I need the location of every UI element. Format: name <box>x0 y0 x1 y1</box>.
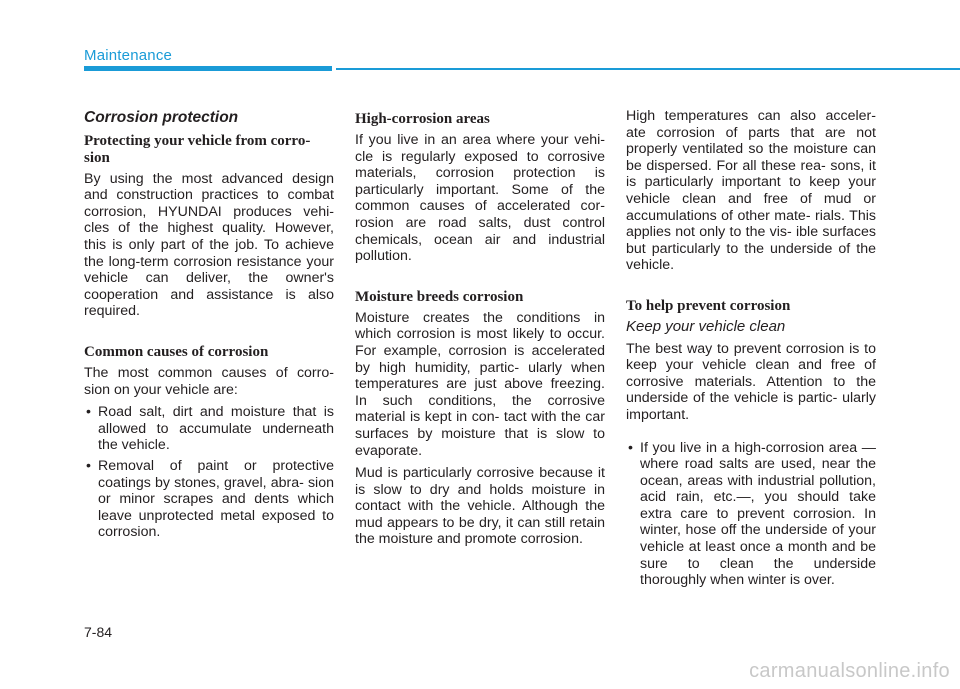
page-heading: Corrosion protection <box>84 109 239 126</box>
page-number: 7-84 <box>84 624 113 640</box>
header-rule-thin <box>336 68 960 70</box>
paragraph: The most common causes of corro- sion on your vehicle are: <box>84 364 334 398</box>
paragraph: The best way to prevent corrosion is to keep your vehicle clean and free of corrosive materials. Attention to the underside of the vehicle is partic- ularly important. <box>626 340 876 423</box>
paragraph: By using the most advanced design and construction practices to combat corrosion, HYUNDAI produces vehi- cles of the highest quality. However, this is only part of the job. To achieve the long-term corrosion resistance your vehicle can deliver, the owner's cooperation and assistance is also required. <box>84 170 334 320</box>
paragraph: If you live in an area where your vehi- cle is regularly exposed to corrosive materials, corrosion protection is particularly important. Some of the common causes of accelerated cor- rosion are road salts, dust control chemicals, ocean air and industrial pollution. <box>355 132 605 265</box>
bullet-icon: • <box>86 457 91 474</box>
list-item: • If you live in a high-corrosion area — where road salts are used, near the ocean, areas with industrial pollution, acid rain, etc.—, you should take extra care to prevent corrosion. In winter, hose off the underside of your vehicle at least once a month and be sure to clean the underside thoroughly when winter is over. <box>628 439 876 589</box>
causes-list <box>84 404 334 541</box>
paragraph: Moisture creates the conditions in which corrosion is most likely to occur. For example, corrosion is accelerated by high humidity, partic- ularly when temperatures are just above freezing. In such conditions, the corrosive material is kept in con- tact with the car surfaces by moisture that is slow to evaporate. <box>355 309 605 459</box>
heading-protecting: Protecting your vehicle from corro- sion <box>84 132 311 166</box>
heading-prevent: To help prevent corrosion <box>626 297 791 314</box>
watermark: carmanualsonline.info <box>749 660 950 682</box>
column-3 <box>626 108 876 593</box>
heading-moisture: Moisture breeds corrosion <box>355 288 524 305</box>
bullet-icon: • <box>628 439 633 456</box>
subheading-keep-clean: Keep your vehicle clean <box>626 317 786 335</box>
paragraph: High temperatures can also acceler- ate corrosion of parts that are not properly ventilated so the moisture can be dispersed. For all these rea- sons, it is particularly important to keep your vehicle clean and free of mud or accumulations of other mate- rials. This applies not only to the vis- ible surfaces but particularly to the underside of the vehicle. <box>626 108 876 274</box>
section-title: Maintenance <box>84 47 173 64</box>
heading-common-causes: Common causes of corrosion <box>84 343 269 360</box>
prevent-list <box>626 440 876 589</box>
bullet-icon: • <box>86 404 91 421</box>
column-1 <box>84 108 334 545</box>
paragraph: Mud is particularly corrosive because it is slow to dry and holds moisture in contact with the vehicle. Although the mud appears to be dry, it can still retain the moisture and promote corrosion. <box>355 465 605 548</box>
list-item: • Road salt, dirt and moisture that is allowed to accumulate underneath the vehicle. <box>86 404 334 454</box>
list-item: • Removal of paint or protective coatings by stones, gravel, abra- sion or minor scrapes and dents which leave unprotected metal exposed to corrosion. <box>86 457 334 541</box>
column-2 <box>355 108 605 554</box>
heading-high-corrosion: High-corrosion areas <box>355 111 490 127</box>
header-rule-thick <box>84 66 332 71</box>
